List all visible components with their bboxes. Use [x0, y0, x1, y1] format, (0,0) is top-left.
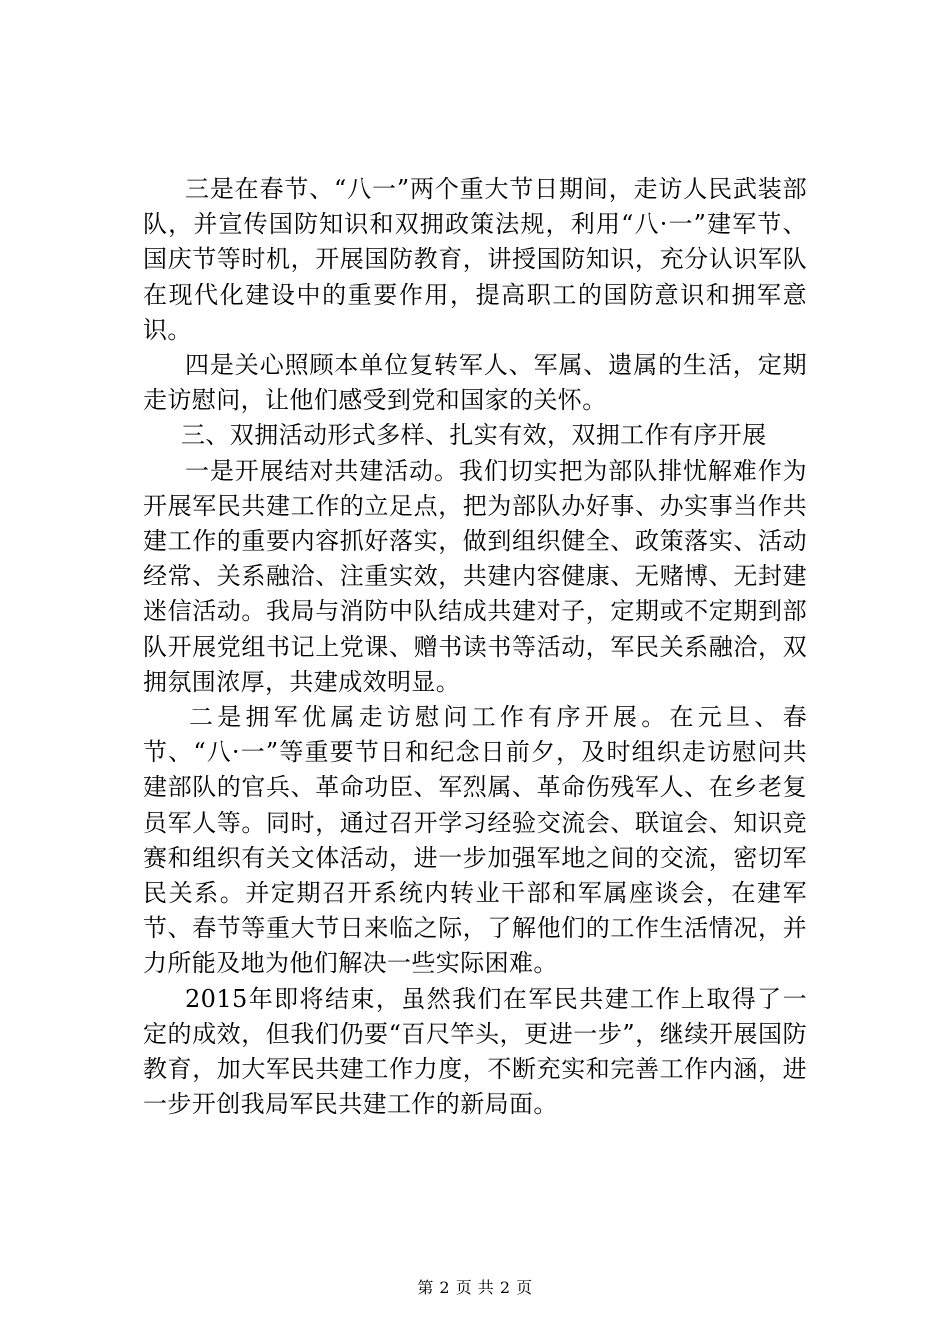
paragraph-joint-construction: 一是开展结对共建活动。我们切实把为部队排忧解难作为开展军民共建工作的立足点，把为部队办好事、办实事当作共建工作的重要内容抓好落实，做到组织健全、政策落实、活动经常、关系融洽、注重实效，共建内容健康、无赌博、无封建迷信活动。我局与消防中队结成共建对子，定期或不定期到部队开展党组书记上党课、赠书读书等活动，军民关系融洽，双拥氛围浓厚，共建成效明显。 [143, 456, 807, 696]
page-number-footer: 第 2 页 共 2 页 [417, 1278, 533, 1297]
paragraph-visit-armed-forces: 三是在春节、“八一”两个重大节日期间，走访人民武装部队，并宣传国防知识和双拥政策法规，利用“八·一”建军节、国庆节等时机，开展国防教育，讲授国防知识，充分认识军队在现代化建设中的重要作用，提高职工的国防意识和拥军意识。 [143, 175, 807, 344]
paragraph-care-veterans: 四是关心照顾本单位复转军人、军属、遗属的生活，定期走访慰问，让他们感受到党和国家的关怀。 [143, 351, 807, 415]
section-heading-activities: 三、双拥活动形式多样、扎实有效，双拥工作有序开展 [181, 421, 767, 450]
paragraph-support-visits: 二是拥军优属走访慰问工作有序开展。在元旦、春节、“八·一”等重要节日和纪念日前夕，及时组织走访慰问共建部队的官兵、革命功臣、军烈属、革命伤残军人、在乡老复员军人等。同时，通过召开学习经验交流会、联谊会、知识竞赛和组织有关文体活动，进一步加强军地之间的交流，密切军民关系。并定期召开系统内转业干部和军属座谈会，在建军节、春节等重大节日来临之际，了解他们的工作生活情况，并力所能及地为他们解决一些实际困难。 [143, 703, 807, 978]
paragraph-conclusion: 2015年即将结束，虽然我们在军民共建工作上取得了一定的成效，但我们仍要“百尺竿头，更进一步”，继续开展国防教育，加大军民共建工作力度，不断充实和完善工作内涵，进一步开创我局军民共建工作的新局面。 [143, 984, 807, 1119]
document-body [143, 172, 807, 1122]
